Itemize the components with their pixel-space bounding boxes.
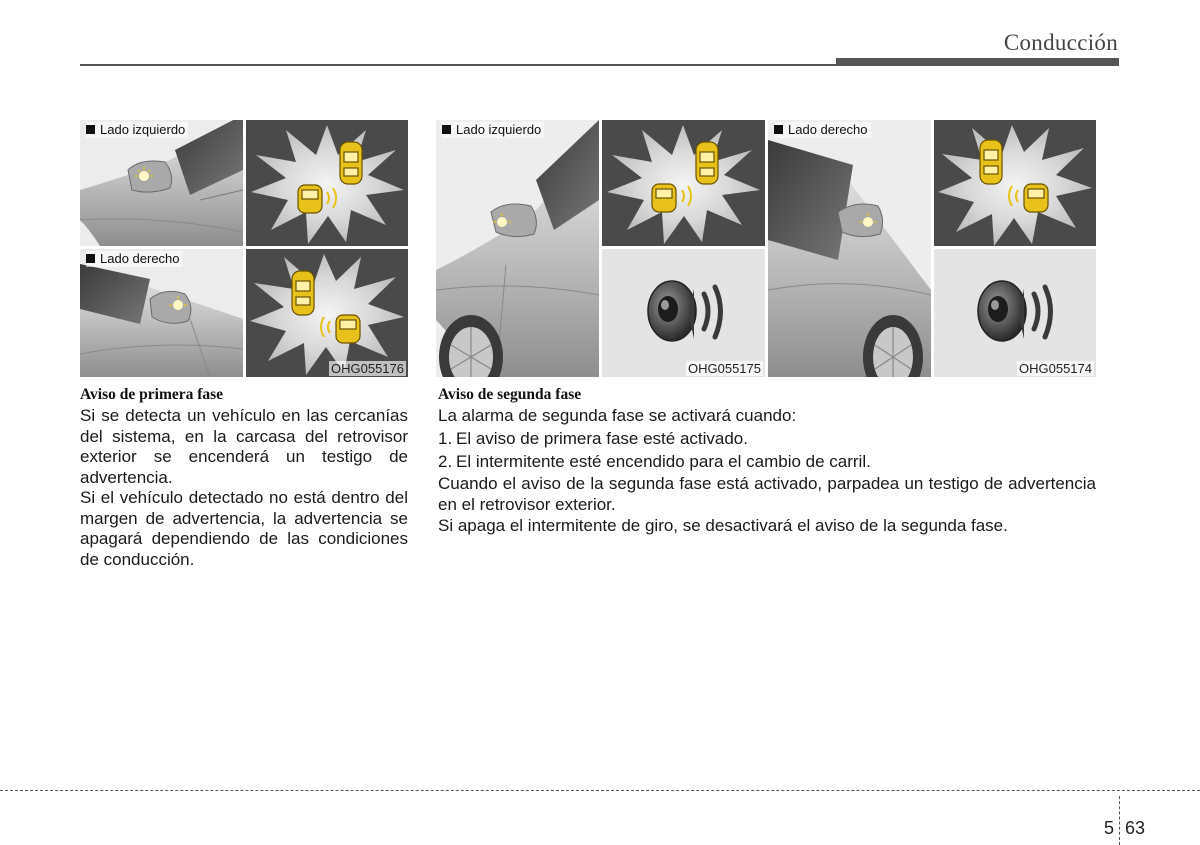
car-icon: [340, 142, 362, 184]
square-bullet-icon: [86, 254, 95, 263]
figure-3-car-image: [768, 120, 931, 377]
figure-2-code: OHG055175: [688, 361, 761, 376]
figure-1-code: OHG055176: [331, 361, 404, 376]
speaker-icon: [648, 281, 696, 341]
square-bullet-icon: [442, 125, 451, 134]
first-phase-paragraph-1: Si se detecta un vehículo en las cercanías del sistema, en la carcasa del retrovisor exterior se encenderá un testigo de advertencia.: [80, 406, 408, 487]
figure-3-code: OHG055174: [1019, 361, 1092, 376]
second-phase-title: Aviso de segunda fase: [438, 386, 582, 403]
page-number: 63: [1125, 818, 1146, 838]
figure-2-label: [442, 122, 544, 138]
header-rule: [80, 64, 836, 66]
figure-1-warning-diagram-bottom: [246, 249, 408, 377]
chapter-number: 5: [1103, 818, 1114, 838]
list-text: El intermitente esté encendido para el cambio de carril.: [456, 452, 871, 471]
figure-2-car-image: [436, 120, 599, 377]
second-phase-list-item-2: [438, 452, 1098, 473]
figure-1-bottom-label: [86, 251, 183, 267]
figure-1-mirror-right-image: [80, 249, 243, 377]
figure-1-top-label: [86, 122, 188, 138]
figure-1-bottom-label-text: Lado derecho: [100, 251, 180, 266]
list-text: El aviso de primera fase esté activado.: [456, 429, 748, 448]
second-phase-paragraph-1: Cuando el aviso de la segunda fase está activado, parpadea un testigo de advertencia en el retrovisor exterior.: [438, 474, 1096, 514]
figure-1-top-label-text: Lado izquierdo: [100, 122, 186, 137]
figure-3-warning-diagram: [934, 120, 1096, 246]
figure-3-label-text: Lado derecho: [788, 122, 868, 137]
figure-2-warning-diagram: [602, 120, 765, 246]
list-number: 1.: [438, 429, 453, 448]
page-header-title: Conducción: [1003, 30, 1118, 55]
footer-divider: [0, 790, 1200, 791]
footer-vertical-divider: [1119, 796, 1120, 845]
header-rule-accent: [836, 58, 1119, 66]
second-phase-list-item-1: [438, 429, 1098, 450]
list-number: 2.: [438, 452, 453, 471]
speaker-icon: [978, 281, 1026, 341]
figure-3-speaker-image: [934, 249, 1096, 377]
figure-1-warning-diagram-top: [246, 120, 408, 246]
figure-3-label: [774, 122, 871, 138]
square-bullet-icon: [774, 125, 783, 134]
figure-1-mirror-left-image: [80, 120, 243, 246]
second-phase-intro: La alarma de segunda fase se activará cuando:: [438, 406, 797, 425]
figure-2-speaker-image: [602, 249, 765, 377]
first-phase-paragraph-2: Si el vehículo detectado no está dentro del margen de advertencia, la advertencia se apagará dependiendo de las condiciones de conducción.: [80, 488, 408, 569]
second-phase-paragraph-2: Si apaga el intermitente de giro, se desactivará el aviso de la segunda fase.: [438, 516, 1008, 535]
square-bullet-icon: [86, 125, 95, 134]
figure-2-label-text: Lado izquierdo: [456, 122, 542, 137]
first-phase-title: Aviso de primera fase: [80, 386, 224, 403]
